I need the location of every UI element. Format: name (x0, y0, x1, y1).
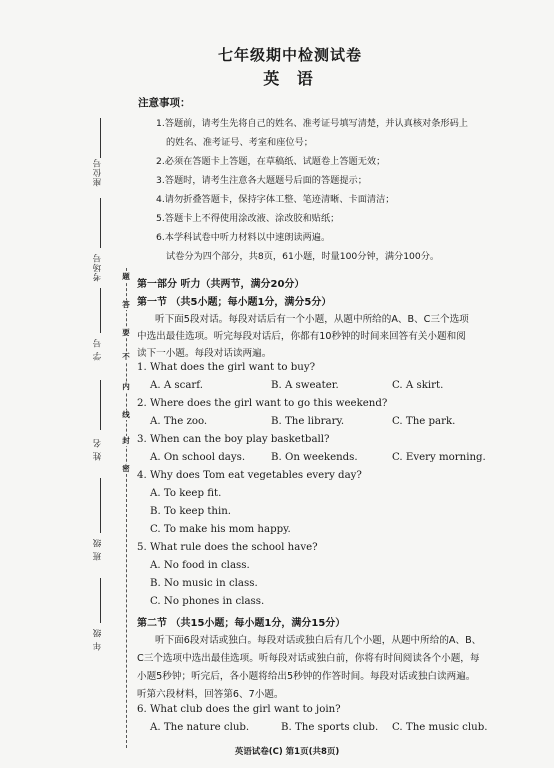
question-text: 3. When can the boy play basketball? (137, 434, 330, 445)
notice-heading: 注意事项： (138, 97, 191, 109)
class-label: 班 级 (93, 538, 103, 561)
subject-title: 英 语 (263, 69, 319, 88)
seat-number-line (100, 118, 101, 158)
answer-option: B. No music in class. (150, 578, 258, 589)
answer-option: C. The music club. (392, 722, 488, 733)
notice-item: 3.答题时，请考生注意各大题题号后面的答题提示； (156, 175, 367, 186)
answer-option: A. To keep fit. (150, 488, 222, 499)
class-line (100, 478, 101, 533)
margin-warning-char: 线 (120, 410, 132, 420)
answer-option: A. No food in class. (150, 560, 250, 571)
name-line (100, 380, 101, 430)
student-id-label: 学 号 (93, 338, 103, 361)
notice-item: 试卷分为四个部分，共8页，61小题，时量100分钟，满分100分。 (166, 251, 440, 262)
instruction-line: C三个选项中选出最佳选项。听每段对话或独白前，你将有时间阅读各个小题，每 (137, 653, 480, 664)
instruction-line: 听下面5段对话。每段对话后有一个小题，从题中所给的A、B、C三个选项 (155, 314, 469, 325)
exam-room-line (100, 198, 101, 248)
instruction-line: 听第六段材料，回答第6、7小题。 (137, 689, 284, 700)
notice-item: 4.请勿折叠答题卡，保持字体工整、笔迹清晰、卡面清洁； (156, 194, 395, 205)
margin-warning-char: 答 (120, 300, 132, 310)
answer-option: A. A scarf. (150, 380, 203, 391)
margin-warning-char: 密 (120, 464, 132, 474)
instruction-line: 听下面6段对话或独白。每段对话或独白后有几个小题，从题中所给的A、B、 (155, 635, 482, 646)
grade-label: 年 级 (93, 628, 103, 651)
name-label: 姓 名 (93, 438, 103, 461)
margin-warning-char: 内 (120, 382, 132, 392)
section-one-heading: 第一节 （共5小题；每小题1分，满分5分） (137, 297, 332, 308)
student-id-line (100, 288, 101, 333)
margin-warning-char: 要 (120, 328, 132, 338)
notice-item: 6.本学科试卷中听力材料以中速朗读两遍。 (156, 232, 331, 243)
question-text: 1. What does the girl want to buy? (137, 362, 316, 373)
answer-option: C. A skirt. (392, 380, 444, 391)
question-text: 4. Why does Tom eat vegetables every day? (137, 470, 362, 481)
answer-option: C. The park. (392, 416, 456, 427)
answer-option: A. The zoo. (150, 416, 208, 427)
answer-option: C. Every morning. (392, 452, 486, 463)
question-text: 6. What club does the girl want to join? (137, 704, 341, 715)
answer-option: A. On school days. (150, 452, 246, 463)
answer-option: B. The sports club. (281, 722, 379, 733)
instruction-line: 读下一小题。每段对话读两遍。 (137, 348, 272, 359)
answer-option: C. No phones in class. (150, 596, 265, 607)
question-text: 5. What rule does the school have? (137, 542, 318, 553)
question-text: 2. Where does the girl want to go this weekend? (137, 398, 388, 409)
answer-option: B. On weekends. (271, 452, 358, 463)
margin-warning-char: 不 (120, 352, 132, 362)
answer-option: C. To make his mom happy. (150, 524, 291, 535)
section-two-heading: 第二节 （共15小题；每小题1分，满分15分） (137, 618, 346, 629)
answer-option: A. The nature club. (150, 722, 250, 733)
seat-number-label: 座位号 (93, 158, 103, 187)
answer-option: B. To keep thin. (150, 506, 232, 517)
margin-warning-char: 封 (120, 436, 132, 446)
part-one-heading: 第一部分 听力（共两节，满分20分） (137, 279, 305, 290)
binding-dashed-line (126, 268, 127, 748)
grade-line (100, 578, 101, 623)
instruction-line: 小题5秒钟；听完后，各小题将给出5秒钟的作答时间。每段对话或独白读两遍。 (137, 671, 476, 682)
instruction-line: 中选出最佳选项。听完每段对话后，你都有10秒钟的时间来回答有关小题和阅 (137, 331, 466, 342)
notice-item: 1.答题前，请考生先将自己的姓名、准考证号填写清楚，并认真核对条形码上 (156, 118, 468, 129)
notice-item: 2.必须在答题卡上答题，在草稿纸、试题卷上答题无效； (156, 156, 386, 167)
exam-title: 七年级期中检测试卷 (217, 46, 362, 64)
exam-room-label: 考场号 (93, 253, 103, 282)
notice-item: 5.答题卡上不得使用涂改液、涂改胶和贴纸； (156, 213, 340, 224)
notice-item: 的姓名、准考证号、考室和座位号； (166, 137, 313, 148)
page-footer: 英语试卷(C) 第1页(共8页) (234, 747, 340, 757)
answer-option: B. A sweater. (271, 380, 339, 391)
answer-option: B. The library. (271, 416, 345, 427)
margin-warning-char: 题 (120, 272, 132, 282)
